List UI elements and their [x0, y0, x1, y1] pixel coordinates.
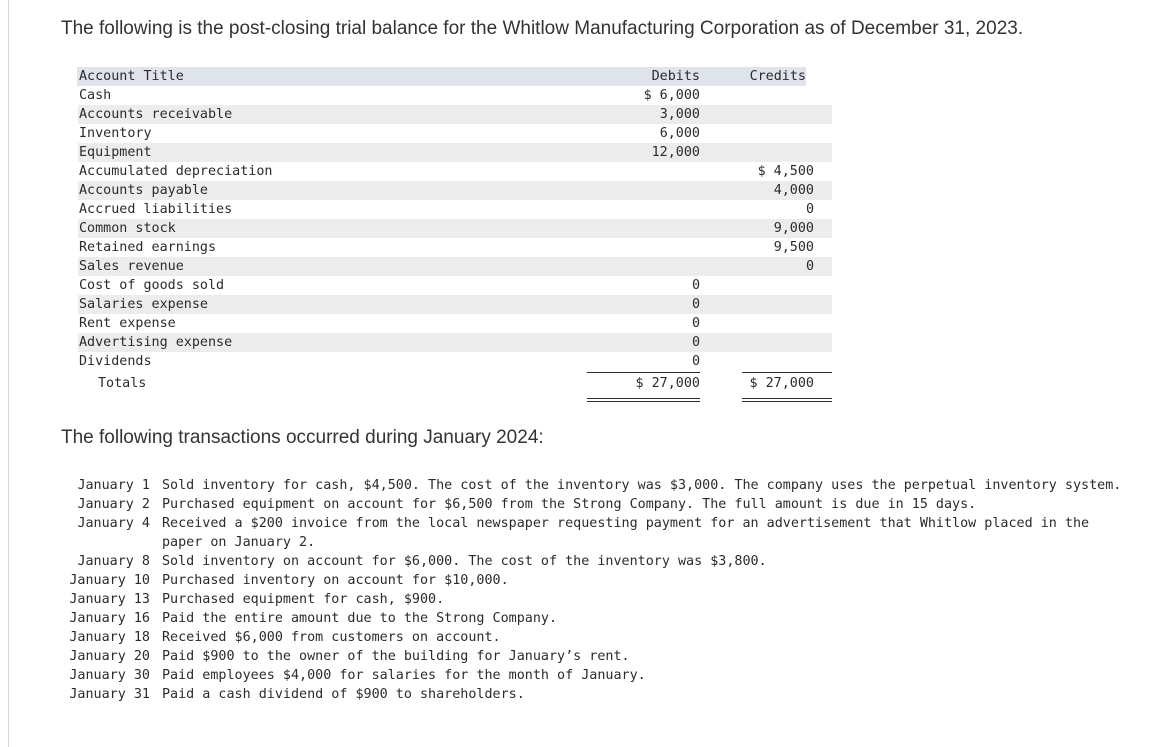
table-row [78, 143, 832, 162]
debit-cell: 0 [691, 335, 700, 350]
row-shading [78, 143, 832, 162]
transaction-description: Received $6,000 from customers on account. [162, 630, 501, 645]
table-row [78, 257, 832, 276]
trial-balance-body [78, 86, 832, 371]
transaction-description: Paid a cash dividend of $900 to shareholders. [162, 687, 525, 702]
transaction-description: Purchased equipment for cash, $900. [162, 592, 445, 607]
totals-row [78, 372, 832, 396]
credit-total-double-rule [742, 398, 832, 402]
credit-cell: 0 [805, 259, 814, 274]
trial-balance-table [78, 67, 832, 396]
transactions-list [61, 476, 1127, 704]
transaction-date: January 1 [77, 478, 150, 493]
table-row [78, 162, 832, 181]
account-title-cell: Retained earnings [79, 240, 217, 255]
transaction-description: Paid the entire amount due to the Strong Company. [162, 611, 558, 626]
table-row [78, 181, 832, 200]
table-row [78, 333, 832, 352]
transaction-item [61, 590, 1127, 609]
header-debits: Debits [651, 69, 700, 84]
transaction-description: Paid $900 to the owner of the building for January’s rent. [162, 649, 630, 664]
debit-cell: 0 [691, 278, 700, 293]
credit-cell: 9,000 [773, 221, 814, 236]
transaction-item [61, 552, 1127, 571]
account-title-cell: Equipment [79, 145, 152, 160]
transaction-item [61, 495, 1127, 514]
account-title-cell: Advertising expense [79, 335, 233, 350]
left-border-rule [8, 0, 9, 747]
transaction-item [61, 609, 1127, 628]
transaction-description: Purchased inventory on account for $10,000. [162, 573, 509, 588]
debit-cell: 0 [691, 354, 700, 369]
transaction-item [61, 628, 1127, 647]
debit-cell: 3,000 [659, 107, 700, 122]
credit-cell: 0 [805, 202, 814, 217]
debit-cell: $ 6,000 [643, 88, 700, 103]
totals-label: Totals [98, 376, 147, 391]
account-title-cell: Rent expense [79, 316, 176, 331]
table-header-row [78, 67, 832, 86]
transaction-date: January 20 [69, 649, 150, 664]
debit-cell: 0 [691, 316, 700, 331]
table-row [78, 295, 832, 314]
credit-cell: $ 4,500 [757, 164, 814, 179]
transaction-item [61, 514, 1127, 552]
debit-cell: 6,000 [659, 126, 700, 141]
transaction-date: January 18 [69, 630, 150, 645]
transaction-date: January 30 [69, 668, 150, 683]
debit-total-double-rule [587, 398, 700, 402]
transaction-description: Sold inventory on account for $6,000. The cost of the inventory was $3,800. [162, 554, 767, 569]
table-row [78, 314, 832, 333]
account-title-cell: Accounts receivable [79, 107, 233, 122]
transaction-date: January 4 [77, 516, 150, 531]
account-title-cell: Sales revenue [79, 259, 184, 274]
transaction-item [61, 685, 1127, 704]
account-title-cell: Cash [79, 88, 112, 103]
account-title-cell: Common stock [79, 221, 176, 236]
transaction-item [61, 571, 1127, 590]
transaction-date: January 13 [69, 592, 150, 607]
debit-cell: 0 [691, 297, 700, 312]
credit-cell: 4,000 [773, 183, 814, 198]
transaction-description: Purchased equipment on account for $6,500 from the Strong Company. The full amount is due in 15 days. [162, 497, 977, 512]
transaction-description: Sold inventory for cash, $4,500. The cost of the inventory was $3,000. The company uses the perpetual inventory system. [162, 478, 1122, 493]
table-row [78, 124, 832, 143]
table-row [78, 200, 832, 219]
account-title-cell: Accrued liabilities [79, 202, 233, 217]
totals-credit: $ 27,000 [749, 376, 814, 391]
table-row [78, 219, 832, 238]
table-row [78, 105, 832, 124]
account-title-cell: Inventory [79, 126, 152, 141]
table-row [78, 86, 832, 105]
account-title-cell: Accounts payable [79, 183, 208, 198]
transactions-heading: The following transactions occurred during January 2024: [61, 427, 544, 448]
intro-text: The following is the post-closing trial balance for the Whitlow Manufacturing Corporation as of December 31, 2023. [61, 18, 1024, 39]
account-title-cell: Cost of goods sold [79, 278, 225, 293]
account-title-cell: Dividends [79, 354, 152, 369]
transaction-date: January 8 [77, 554, 150, 569]
transaction-date: January 31 [69, 687, 150, 702]
transaction-description: Paid employees $4,000 for salaries for the month of January. [162, 668, 646, 683]
table-row [78, 352, 832, 371]
table-row [78, 238, 832, 257]
transaction-item [61, 647, 1127, 666]
header-account-title: Account Title [79, 69, 184, 84]
transaction-item [61, 476, 1127, 495]
totals-debit: $ 27,000 [635, 376, 700, 391]
transaction-date: January 10 [69, 573, 150, 588]
transaction-description: Received a $200 invoice from the local newspaper requesting payment for an advertisement that Whitlow placed in the paper on January 2. [162, 516, 1090, 550]
transaction-item [61, 666, 1127, 685]
transaction-date: January 2 [77, 497, 150, 512]
header-credits: Credits [749, 69, 806, 84]
transaction-date: January 16 [69, 611, 150, 626]
table-row [78, 276, 832, 295]
debit-cell: 12,000 [651, 145, 700, 160]
account-title-cell: Salaries expense [79, 297, 208, 312]
account-title-cell: Accumulated depreciation [79, 164, 273, 179]
credit-cell: 9,500 [773, 240, 814, 255]
